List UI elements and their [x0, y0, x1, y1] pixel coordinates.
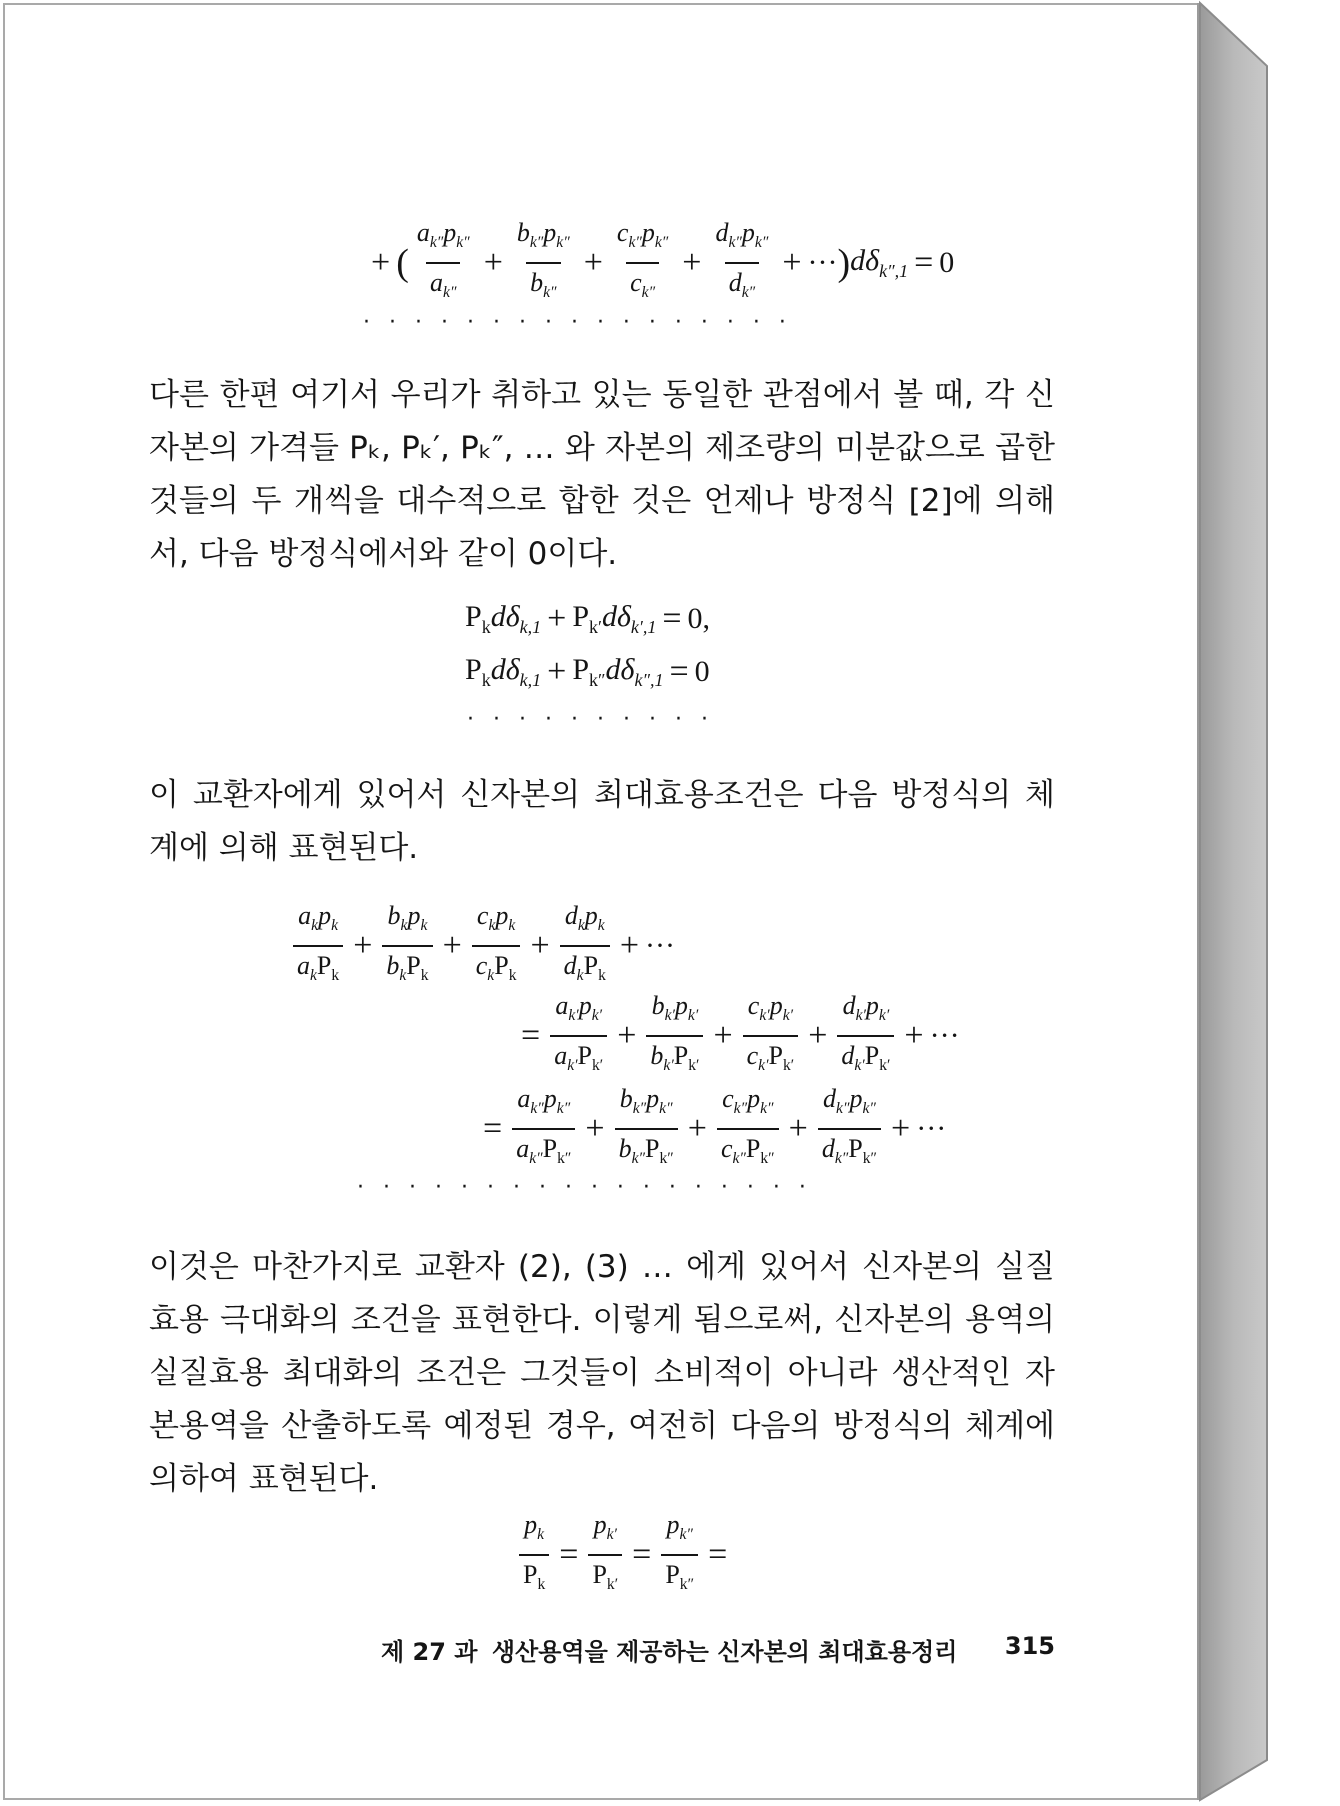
page-content — [5, 5, 1202, 1802]
equation-system-row1: $\frac{a_kp_k}{a_kP_k}$ + $\frac{b_kp_k}{b_kP_k}$ + $\frac{c_kp_k}{c_kP_k}$ + $\frac{d_kp_k}{d_kP_k}$ + ··· — [289, 900, 675, 992]
fraction: $\frac{b_kp_k}{b_kP_k}$ — [382, 900, 432, 992]
equation-system-row3: = $\frac{a_{k''}p_{k''}}{a_{k''}P_{k''}}$ + $\frac{b_{k''}p_{k''}}{b_{k''}P_{k''}}$ + $\frac{c_{k''}p_{k''}}{c_{k''}P_{k''}}$ + $\frac{d_{k''}p_{k''}}{d_{k''}P_{k''}}$ + ··· — [477, 1083, 946, 1175]
page-footer — [381, 1632, 1055, 1667]
chapter-label: 제 27 과 — [381, 1638, 478, 1666]
book-edge — [1197, 0, 1340, 1806]
paragraph: 다른 한편 여기서 우리가 취하고 있는 동일한 관점에서 볼 때, 각 신자본의 가격들 Pₖ, Pₖ′, Pₖ″, … 와 자본의 제조량의 미분값으로 곱한 것들의 두 개씩을 대수적으로 합한 것은 언제나 방정식 [2]에 의해서, 다음 방정식에서와 같이 0이다. — [149, 377, 1055, 572]
fraction: $\frac{d_{k'}p_{k'}}{d_{k'}P_{k'}}$ — [837, 990, 894, 1082]
ellipsis-row: ················· — [363, 310, 805, 335]
fraction: $\frac{a_{k''}p_{k''}}{a_{k''}}$ — [413, 217, 474, 309]
fraction: $\frac{d_{k''}p_{k''}}{d_{k''}}$ — [711, 217, 772, 309]
book-page — [3, 3, 1200, 1800]
fraction: $\frac{c_kp_k}{c_kP_k}$ — [472, 900, 521, 992]
fraction: $\frac{b_{k'}p_{k'}}{b_{k'}P_{k'}}$ — [646, 990, 703, 1082]
paragraph: 이 교환자에게 있어서 신자본의 최대효용조건은 다음 방정식의 체계에 의해 표현된다. — [149, 777, 1055, 866]
equation-p2: $P_k$ $d\delta_{k,1}$ + $P_{k''}$ $d\delta_{k'',1}$ = 0 — [465, 653, 710, 690]
fraction: $\frac{b_{k''}p_{k''}}{b_{k''}}$ — [513, 217, 574, 309]
chapter-title: 생산용역을 제공하는 신자본의 최대효용정리 — [491, 1638, 958, 1666]
fraction: $\frac{c_{k''}p_{k''}}{c_{k''}}$ — [613, 217, 672, 309]
fraction: $\frac{p_k}{P_k}$ — [519, 1509, 549, 1601]
fraction: $\frac{c_{k'}p_{k'}}{c_{k'}P_{k'}}$ — [743, 990, 799, 1082]
ellipsis-row: ·················· — [357, 1175, 825, 1200]
fraction: $\frac{p_{k'}}{P_{k'}}$ — [588, 1509, 622, 1601]
equation-top: + ( $\frac{a_{k''}p_{k''}}{a_{k''}}$ + $\frac{b_{k''}p_{k''}}{b_{k''}}$ + $\frac{c_{k''}p_{k''}}{c_{k''}}$ + $\frac{d_{k''}p_{k''}}{d_{k''}}$ + ··· ) $d\delta_{k'',1}$ = 0 — [365, 217, 954, 309]
fraction: $\frac{d_{k''}p_{k''}}{d_{k''}P_{k''}}$ — [818, 1083, 881, 1175]
fraction: $\frac{b_{k''}p_{k''}}{b_{k''}P_{k''}}$ — [615, 1083, 678, 1175]
paragraph: 이것은 마찬가지로 교환자 (2), (3) … 에게 있어서 신자본의 실질효용 극대화의 조건을 표현한다. 이렇게 됨으로써, 신자본의 용역의 실질효용 최대화의 조건은 그것들이 소비적이 아니라 생산적인 자본용역을 산출하도록 예정된 경우, 여전히 다음의 방정식의 체계에 의하여 표현된다. — [149, 1249, 1055, 1497]
page-number: 315 — [1004, 1632, 1055, 1660]
equation-last: $\frac{p_k}{P_k}$ = $\frac{p_{k'}}{P_{k'}}$ = $\frac{p_{k''}}{P_{k''}}$ = — [515, 1509, 733, 1601]
fraction: $\frac{a_{k''}p_{k''}}{a_{k''}P_{k''}}$ — [512, 1083, 575, 1175]
fraction: $\frac{d_kp_k}{d_kP_k}$ — [560, 900, 610, 992]
fraction: $\frac{a_{k'}p_{k'}}{a_{k'}P_{k'}}$ — [550, 990, 607, 1082]
fraction: $\frac{a_kp_k}{a_kP_k}$ — [293, 900, 343, 992]
ellipsis-row: ·········· — [467, 707, 727, 732]
equation-p1: $P_k$ $d\delta_{k,1}$ + $P_{k'}$ $d\delta_{k',1}$ = 0, — [465, 600, 711, 637]
equation-system-row2: = $\frac{a_{k'}p_{k'}}{a_{k'}P_{k'}}$ + $\frac{b_{k'}p_{k'}}{b_{k'}P_{k'}}$ + $\frac{c_{k'}p_{k'}}{c_{k'}P_{k'}}$ + $\frac{d_{k'}p_{k'}}{d_{k'}P_{k'}}$ + ··· — [515, 990, 960, 1082]
fraction: $\frac{p_{k''}}{P_{k''}}$ — [661, 1509, 698, 1601]
fraction: $\frac{c_{k''}p_{k''}}{c_{k''}P_{k''}}$ — [717, 1083, 779, 1175]
